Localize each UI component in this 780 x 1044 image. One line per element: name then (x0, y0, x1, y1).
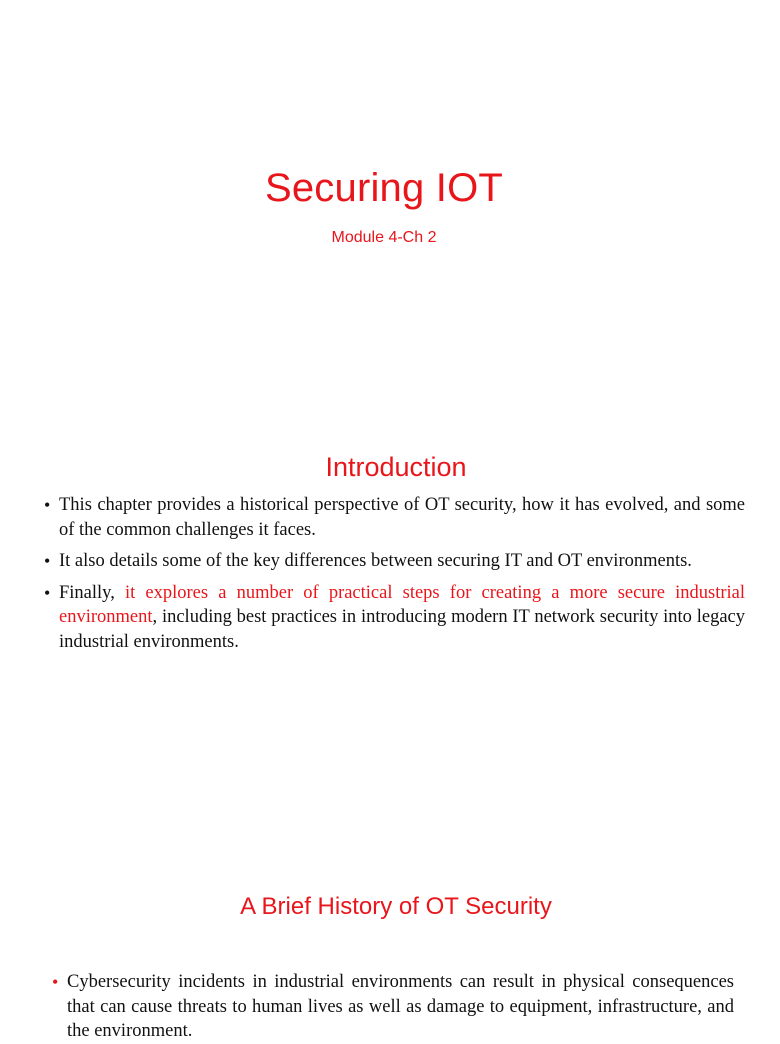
slide-subtitle: Module 4-Ch 2 (331, 229, 437, 246)
bullet-text-prefix: Finally, (59, 582, 125, 603)
bullet-text-highlight: it explores a number of practical steps for creating a more secure industrial environment (59, 582, 745, 627)
list-item (44, 581, 745, 655)
list-item (44, 549, 745, 574)
bullet-icon: • (44, 495, 51, 515)
section-heading-history: A Brief History of OT Security (240, 893, 552, 920)
section-heading-introduction: Introduction (325, 452, 467, 482)
list-item (52, 970, 734, 1044)
slide-title: Securing IOT (264, 166, 504, 210)
bullet-text: It also details some of the key differences between securing IT and OT environments. (59, 551, 692, 571)
bullet-text-suffix: , including best practices in introducing modern IT network security into legacy industrial environments. (59, 607, 745, 652)
introduction-bullet-list (44, 493, 745, 661)
history-bullet-list (52, 970, 734, 1044)
bullet-icon: • (52, 972, 59, 992)
bullet-text: Cybersecurity incidents in industrial environments can result in physical consequences that can cause threats to human lives as well as damage to equipment, infrastructure, and the environment. (67, 972, 734, 1041)
list-item (44, 493, 745, 542)
bullet-icon: • (44, 551, 51, 571)
bullet-icon: • (44, 582, 51, 603)
bullet-text: This chapter provides a historical perspective of OT security, how it has evolved, and some of the common challenges it faces. (59, 495, 745, 540)
